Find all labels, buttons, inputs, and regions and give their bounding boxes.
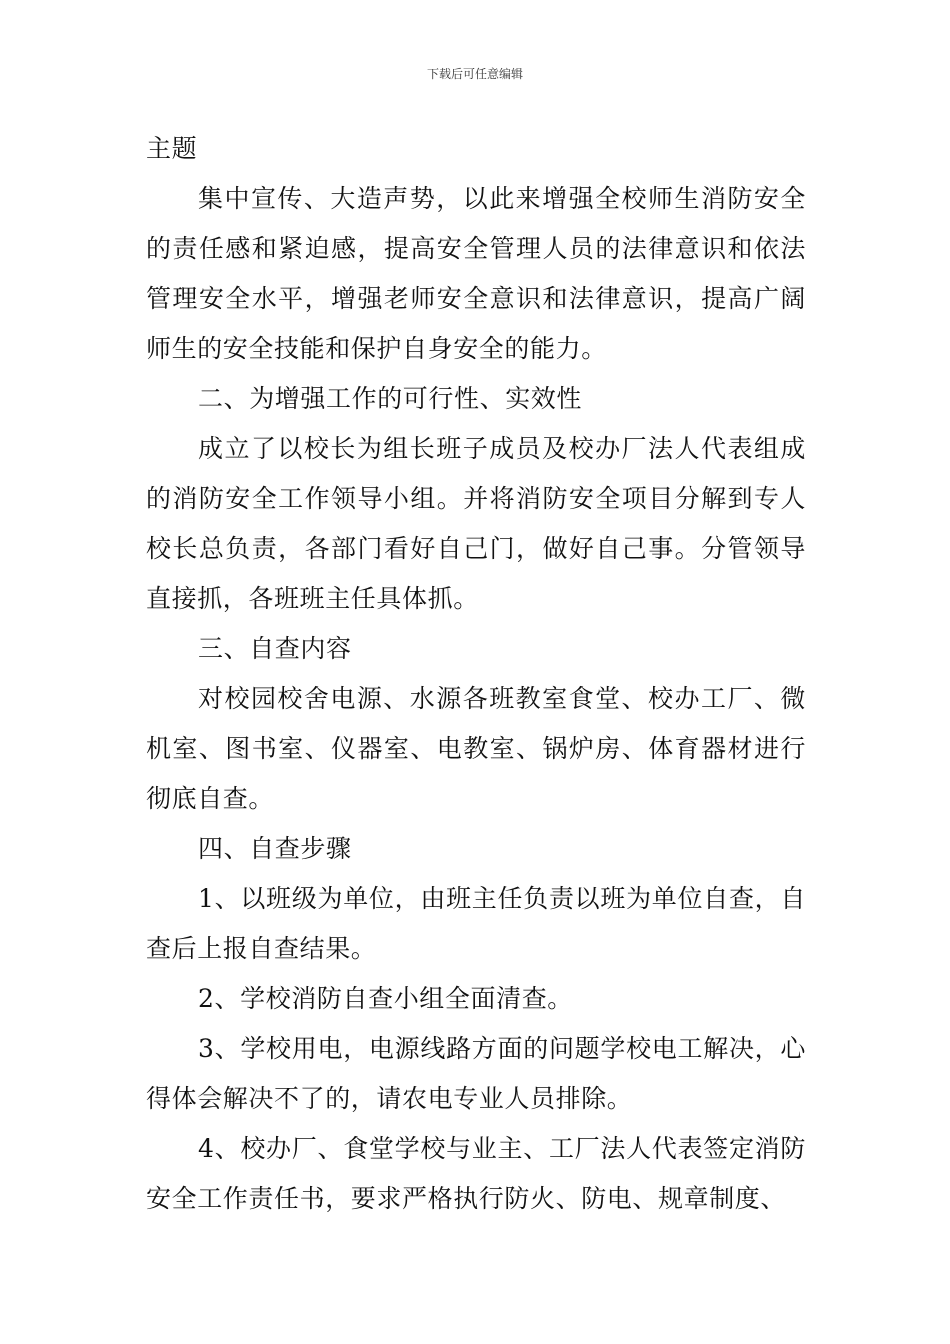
- paragraph-inspection-content: 对校园校舍电源、水源各班教室食堂、校办工厂、微机室、图书室、仪器室、电教室、锅炉房、体育器材进行彻底自查。: [146, 684, 806, 813]
- paragraph-leadership: 成立了以校长为组长班子成员及校办厂法人代表组成的消防安全工作领导小组。并将消防安全项目分解到专人校长总负责，各部门看好自己门，做好自己事。分管领导直接抓，各班班主任具体抓。: [146, 434, 806, 613]
- section-heading-4: 四、自查步骤: [198, 834, 352, 863]
- step-item-3: 3、学校用电，电源线路方面的问题学校电工解决，心得体会解决不了的，请农电专业人员排除。: [146, 1034, 806, 1113]
- paragraph-purpose: 集中宣传、大造声势，以此来增强全校师生消防安全的责任感和紧迫感，提高安全管理人员的法律意识和依法管理安全水平，增强老师安全意识和法律意识，提高广阔师生的安全技能和保护自身安全的能力。: [146, 184, 806, 363]
- page-header: 下载后可任意编辑: [426, 67, 523, 81]
- step-item-1: 1、以班级为单位，由班主任负责以班为单位自查，自查后上报自查结果。: [146, 884, 806, 963]
- section-heading-2: 二、为增强工作的可行性、实效性: [198, 384, 583, 413]
- document-body: [146, 124, 806, 1224]
- section-heading-3: 三、自查内容: [198, 634, 352, 663]
- paragraph-topic: 主题: [146, 134, 198, 163]
- step-item-4: 4、校办厂、食堂学校与业主、工厂法人代表签定消防安全工作责任书，要求严格执行防火、防电、规章制度、: [146, 1134, 806, 1213]
- step-item-2: 2、学校消防自查小组全面清查。: [198, 984, 573, 1013]
